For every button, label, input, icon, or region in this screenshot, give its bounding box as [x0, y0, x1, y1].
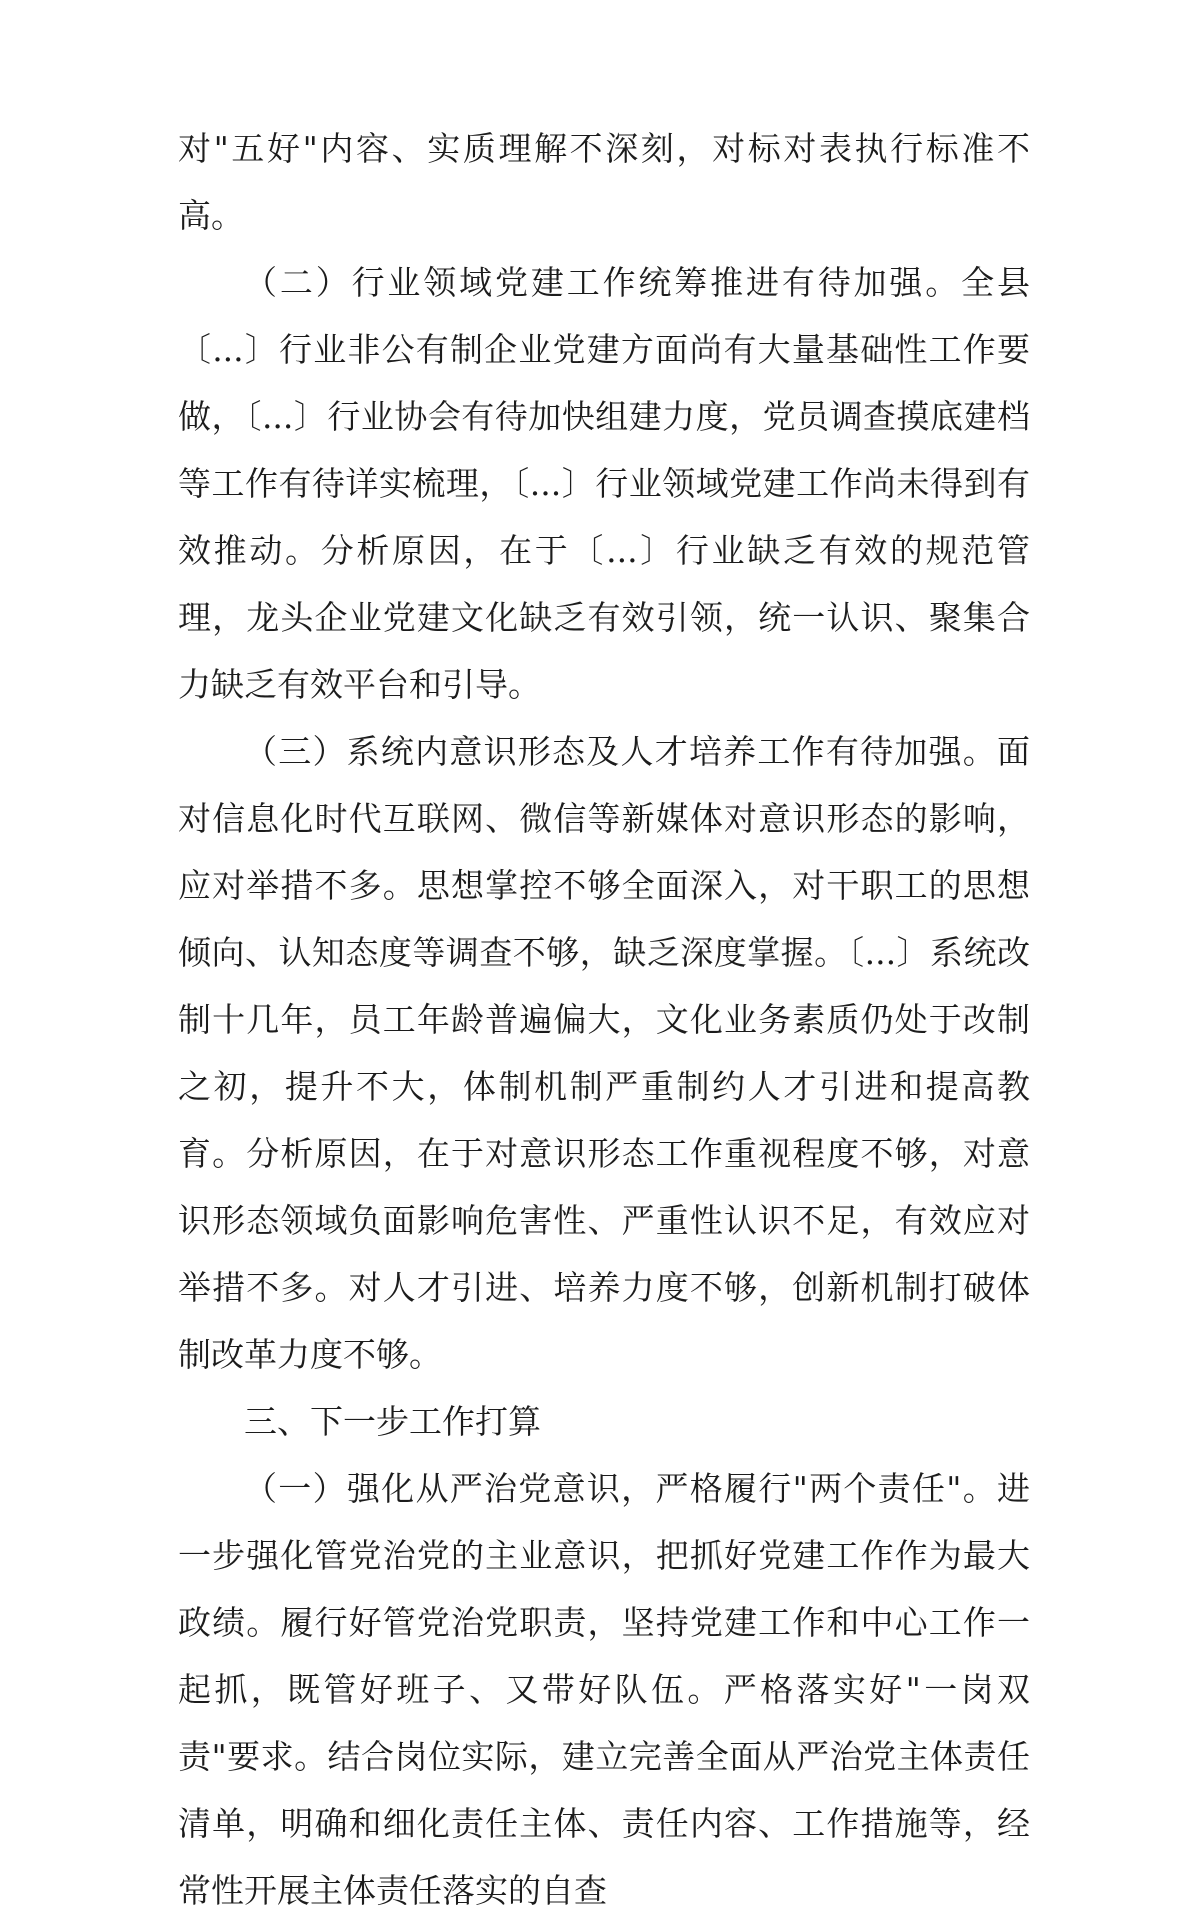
paragraph-industry-party-building: （二）行业领域党建工作统筹推进有待加强。全县〔...〕行业非公有制企业党建方面尚有大量基础性工作要做，〔...〕行业协会有待加快组建力度，党员调查摸底建档等工作有待详实梳理，〔...〕行业领域党建工作尚未得到有效推动。分析原因，在于〔...〕行业缺乏有效的规范管理，龙头企业党建文化缺乏有效引领，统一认识、聚集合力缺乏有效平台和引导。 — [178, 263, 1030, 704]
document-body — [178, 115, 1030, 1924]
paragraph-strict-governance: （一）强化从严治党意识，严格履行"两个责任"。进一步强化管党治党的主业意识，把抓好党建工作作为最大政绩。履行好管党治党职责，坚持党建工作和中心工作一起抓，既管好班子、又带好队伍。严格落实好"一岗双责"要求。结合岗位实际，建立完善全面从严治党主体责任清单，明确和细化责任主体、责任内容、工作措施等，经常性开展主体责任落实的自查 — [178, 1469, 1030, 1910]
paragraph-ideology-talent: （三）系统内意识形态及人才培养工作有待加强。面对信息化时代互联网、微信等新媒体对意识形态的影响，应对举措不多。思想掌控不够全面深入，对干职工的思想倾向、认知态度等调查不够，缺乏深度掌握。〔...〕系统改制十几年，员工年龄普遍偏大，文化业务素质仍处于改制之初，提升不大，体制机制严重制约人才引进和提高教育。分析原因，在于对意识形态工作重视程度不够，对意识形态领域负面影响危害性、严重性认识不足，有效应对举措不多。对人才引进、培养力度不够，创新机制打破体制改革力度不够。 — [178, 732, 1030, 1374]
section-heading-next-steps: 三、下一步工作打算 — [244, 1402, 541, 1441]
paragraph-continuation: 对"五好"内容、实质理解不深刻，对标对表执行标准不高。 — [178, 129, 1030, 235]
